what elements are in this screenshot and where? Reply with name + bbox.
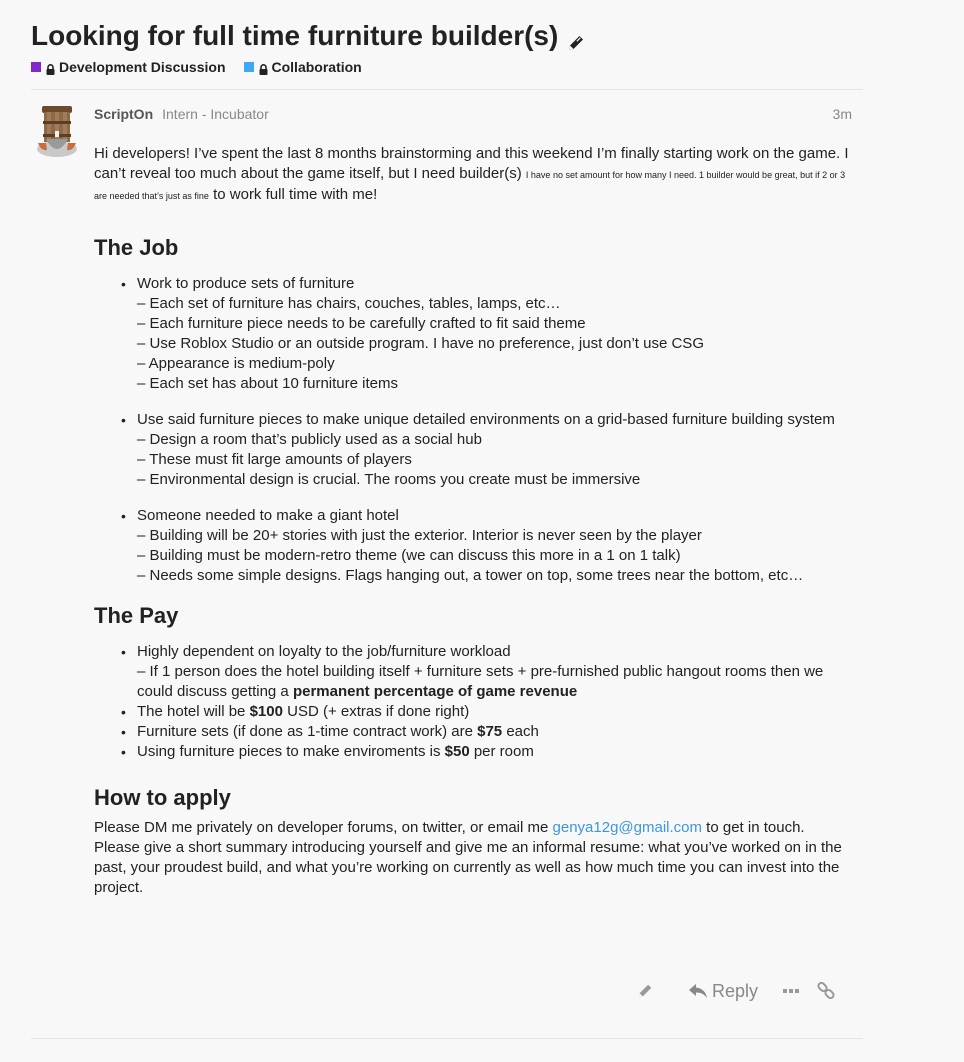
category-name: Collaboration [271, 59, 362, 75]
intro-text: Hi developers! I’ve spent the last 8 months brainstorming and this weekend I’m finally starting work on the game. I can’t reveal too much about the game itself, but I need builder(s) [94, 145, 849, 182]
apply-text-end: to get in touch. Please give a short summary introducing yourself and give me an informal resume: what you’ve worked on in the past, your proudest build, and what you’re working on currently as well as how much time you can invest into the project. [94, 819, 842, 896]
pay-amount: $100 [249, 703, 283, 720]
category-color-square [31, 62, 41, 72]
pay-list [94, 642, 854, 762]
pay-text: USD (+ extras if done right) [282, 703, 470, 720]
reply-button[interactable] [688, 981, 758, 1002]
list-item [94, 506, 854, 586]
post-meta [94, 106, 854, 122]
list-item [94, 274, 854, 394]
user-title: Intern - Incubator [162, 106, 269, 122]
post-date[interactable]: 3m [832, 106, 852, 122]
list-item [94, 742, 854, 762]
intro-paragraph [94, 144, 854, 206]
list-item-main: Highly dependent on loyalty to the job/furniture workload [137, 643, 511, 660]
list-item [94, 702, 854, 722]
list-sub-item [137, 662, 854, 702]
ellipsis-icon[interactable] [783, 988, 799, 994]
intro-text-end: to work full time with me! [208, 186, 378, 203]
category-collaboration[interactable] [244, 59, 362, 75]
intro-small-text: I have no set amount for how many I need. 1 builder would be great, but if 2 or 3 are needed that’s just as fine [94, 170, 846, 201]
pay-sub-text: – If 1 person does the hotel building itself + furniture sets + pre-furnished public hangout rooms then we could discuss getting a [137, 663, 824, 700]
apply-paragraph [94, 818, 854, 898]
job-list [94, 274, 854, 586]
reply-icon [688, 982, 708, 1000]
list-item-main: Use said furniture pieces to make unique detailed environments on a grid-based furniture building system [137, 411, 835, 428]
topic-title [31, 18, 871, 54]
category-badges [31, 59, 871, 75]
divider [31, 89, 863, 90]
pay-bold-text: permanent percentage of game revenue [292, 683, 578, 700]
list-sub-item: – Each furniture piece needs to be carefully crafted to fit said theme [137, 315, 586, 332]
pay-text: each [502, 723, 539, 740]
list-item-main: Someone needed to make a giant hotel [137, 507, 399, 524]
pay-text: Furniture sets (if done as 1-time contract work) are [137, 723, 478, 740]
lock-icon [259, 62, 268, 73]
pay-text: The hotel will be [137, 703, 250, 720]
post-body [94, 144, 854, 898]
list-sub-item: – Appearance is medium-poly [137, 355, 335, 372]
reply-label: Reply [712, 980, 759, 1001]
apply-heading: How to apply [94, 785, 231, 810]
lock-icon [46, 62, 55, 73]
pay-heading: The Pay [94, 603, 179, 628]
list-sub-item: – Needs some simple designs. Flags hanging out, a tower on top, some trees near the bottom, etc… [137, 567, 804, 584]
link-icon[interactable] [817, 982, 835, 1000]
topic-header [31, 18, 871, 75]
list-item [94, 410, 854, 490]
username[interactable]: ScriptOn [94, 106, 154, 122]
category-name: Development Discussion [59, 59, 226, 75]
email-link[interactable]: genya12g@gmail.com [552, 819, 703, 836]
list-sub-item: – Environmental design is crucial. The rooms you create must be immersive [137, 471, 641, 488]
pay-text: Using furniture pieces to make enviroments is [137, 743, 445, 760]
list-sub-item: – Building must be modern-retro theme (we can discuss this more in a 1 on 1 talk) [137, 547, 681, 564]
category-development-discussion[interactable] [31, 59, 226, 75]
list-sub-item: – Each set has about 10 furniture items [137, 375, 398, 392]
pencil-icon[interactable] [566, 26, 586, 46]
list-sub-item: – These must fit large amounts of players [137, 451, 412, 468]
category-color-square [244, 62, 254, 72]
pay-amount: $75 [477, 723, 503, 740]
avatar[interactable] [33, 103, 81, 158]
pencil-icon[interactable] [636, 982, 654, 1000]
divider [31, 1038, 863, 1039]
list-sub-item: – Design a room that’s publicly used as a social hub [137, 431, 482, 448]
list-sub-item: – Each set of furniture has chairs, couches, tables, lamps, etc… [137, 295, 561, 312]
list-item [94, 642, 854, 702]
list-item-main: Work to produce sets of furniture [137, 275, 355, 292]
pay-text: per room [469, 743, 534, 760]
job-heading: The Job [94, 235, 179, 260]
list-item [94, 722, 854, 742]
apply-text: Please DM me privately on developer forums, on twitter, or email me [94, 819, 553, 836]
post-actions [630, 978, 860, 1004]
list-sub-item: – Use Roblox Studio or an outside program. I have no preference, just don’t use CSG [137, 335, 704, 352]
topic-title-text[interactable]: Looking for full time furniture builder(s) [31, 20, 559, 51]
pay-amount: $50 [444, 743, 470, 760]
list-sub-item: – Building will be 20+ stories with just the exterior. Interior is never seen by the player [137, 527, 702, 544]
